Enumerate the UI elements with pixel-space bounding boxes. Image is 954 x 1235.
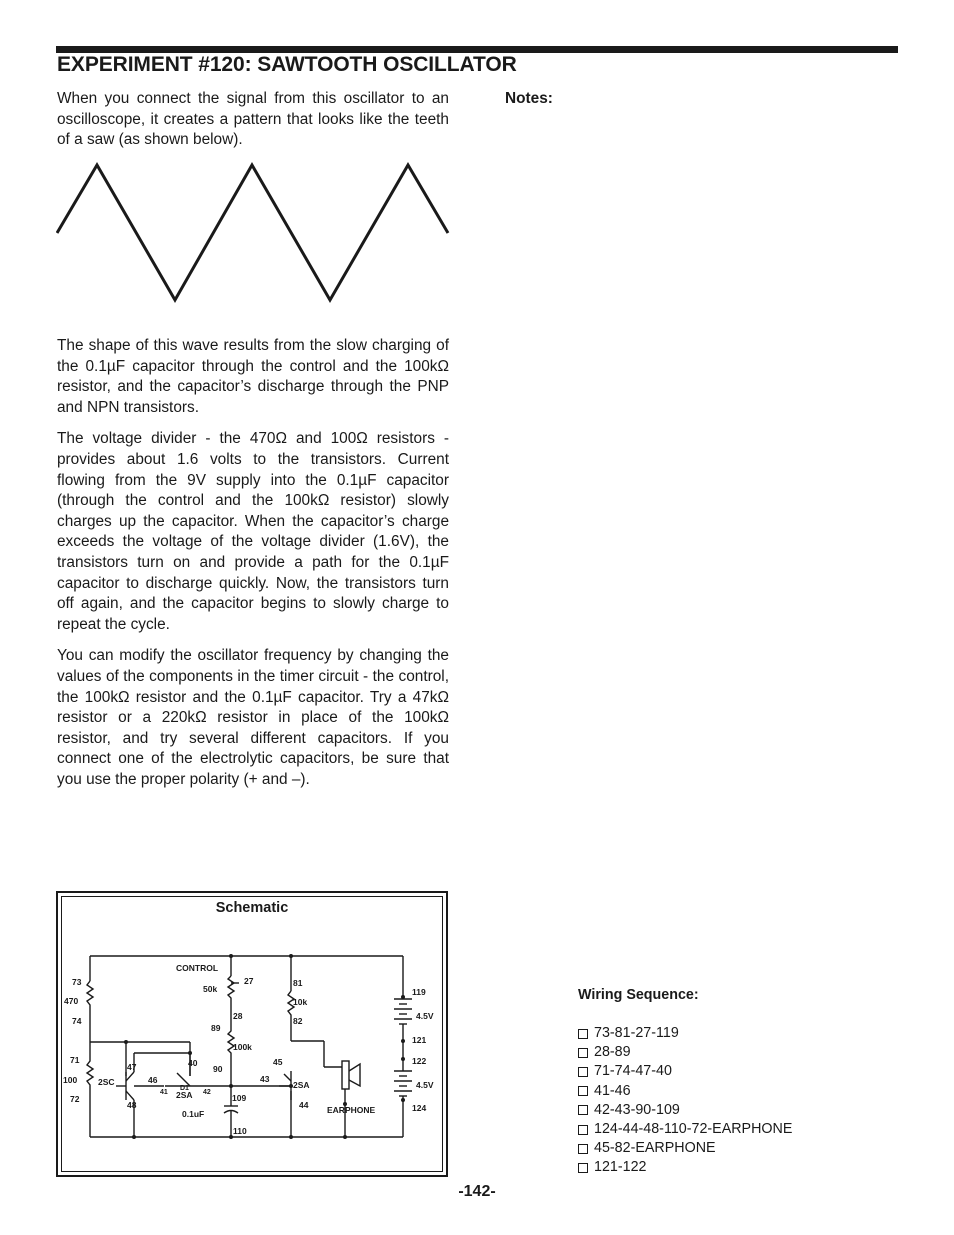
page-number: -142- <box>458 1183 496 1200</box>
label-cap-value: 0.1uF <box>182 1109 205 1119</box>
label-n28: 28 <box>233 1011 243 1021</box>
label-n124: 124 <box>412 1103 427 1113</box>
sawtooth-wave-figure <box>56 160 450 305</box>
label-n73: 73 <box>72 977 82 987</box>
checkbox-icon[interactable] <box>578 1086 588 1096</box>
label-n72: 72 <box>70 1094 80 1104</box>
checkbox-icon[interactable] <box>578 1048 588 1058</box>
top-rule <box>56 46 898 53</box>
label-n41: 41 <box>160 1089 168 1096</box>
wiring-item[interactable]: 73-81-27-119 <box>578 1024 792 1043</box>
page-title: EXPERIMENT #120: SAWTOOTH OSCILLATOR <box>57 53 517 76</box>
wiring-sequence <box>578 987 792 1178</box>
label-n46: 46 <box>148 1075 158 1085</box>
label-n48: 48 <box>127 1100 137 1110</box>
label-control: CONTROL <box>176 963 219 973</box>
wiring-item[interactable]: 45-82-EARPHONE <box>578 1139 792 1158</box>
label-2sa-1: 2SA <box>176 1090 193 1100</box>
label-v1: 4.5V <box>416 1011 434 1021</box>
paragraph-voltage-divider: The voltage divider - the 470Ω and 100Ω resistors - provides about 1.6 volts to the transistors. Current flowing from the 9V supply into the 0.1µF capacitor (through the control and the 100kΩ resistor) slowly charges up the capacitor. When the capacitor’s charge exceeds the voltage of the voltage divider (1.6V), the transistors turn on and provide a path for the 0.1µF capacitor to discharge quickly. Now, the transistors turn off again, and the capacitor begins to slowly charge to repeat the cycle. <box>57 430 449 633</box>
label-n89: 89 <box>211 1023 221 1033</box>
label-n122: 122 <box>412 1056 427 1066</box>
checkbox-icon[interactable] <box>578 1125 588 1135</box>
label-100: 100 <box>63 1075 78 1085</box>
label-n44: 44 <box>299 1100 309 1110</box>
label-n42: 42 <box>203 1089 211 1096</box>
label-earphone: EARPHONE <box>327 1105 376 1115</box>
label-n109: 109 <box>232 1093 247 1103</box>
label-n45: 45 <box>273 1057 283 1067</box>
label-100k: 100k <box>233 1042 252 1052</box>
wiring-item[interactable]: 121-122 <box>578 1158 792 1177</box>
label-n27: 27 <box>244 976 254 986</box>
label-n43: 43 <box>260 1074 270 1084</box>
label-10k: 10k <box>293 997 308 1007</box>
wiring-item[interactable]: 28-89 <box>578 1043 792 1062</box>
body-text <box>57 336 449 790</box>
label-pot-value: 50k <box>203 984 218 994</box>
wiring-item[interactable]: 124-44-48-110-72-EARPHONE <box>578 1120 792 1139</box>
label-n40: 40 <box>188 1058 198 1068</box>
schematic-diagram <box>56 891 448 1177</box>
label-n74: 74 <box>72 1016 82 1026</box>
label-n81: 81 <box>293 978 303 988</box>
label-2sc: 2SC <box>98 1077 115 1087</box>
sawtooth-waveform <box>57 165 448 300</box>
wiring-list <box>578 1024 792 1178</box>
schematic-title: Schematic <box>215 900 289 916</box>
notes-label: Notes: <box>505 90 553 107</box>
label-d1: D1 <box>180 1085 189 1092</box>
wiring-title: Wiring Sequence: <box>578 987 699 1003</box>
intro-paragraph: When you connect the signal from this oscillator to an oscilloscope, it creates a pattern that looks like the teeth of a saw (as shown below). <box>57 90 449 149</box>
label-n119: 119 <box>412 987 426 997</box>
intro-text <box>57 89 449 151</box>
label-n47: 47 <box>127 1062 137 1072</box>
paragraph-modify-frequency: You can modify the oscillator frequency by changing the values of the components in the timer circuit - the control, the 100kΩ resistor and the 0.1µF capacitor. Try a 47kΩ resistor or a 220kΩ resistor in place of the 100kΩ resistor, and try several different capacitors. If you connect one of the electrolytic capacitors, be sure that you use the proper polarity (+ and –). <box>57 647 449 788</box>
checkbox-icon[interactable] <box>578 1029 588 1039</box>
label-n82: 82 <box>293 1016 303 1026</box>
wiring-item[interactable]: 41-46 <box>578 1082 792 1101</box>
label-470: 470 <box>64 996 79 1006</box>
wiring-item[interactable]: 71-74-47-40 <box>578 1062 792 1081</box>
checkbox-icon[interactable] <box>578 1067 588 1077</box>
checkbox-icon[interactable] <box>578 1105 588 1115</box>
label-v2: 4.5V <box>416 1080 434 1090</box>
wiring-item[interactable]: 42-43-90-109 <box>578 1101 792 1120</box>
label-n90: 90 <box>213 1064 223 1074</box>
checkbox-icon[interactable] <box>578 1163 588 1173</box>
checkbox-icon[interactable] <box>578 1144 588 1154</box>
paragraph-wave-shape: The shape of this wave results from the slow charging of the 0.1µF capacitor through the control and the 100kΩ resistor, and the capacitor’s discharge through the PNP and NPN transistors. <box>57 337 449 416</box>
label-n121: 121 <box>412 1035 427 1045</box>
label-n110: 110 <box>233 1126 247 1136</box>
label-2sa-2: 2SA <box>293 1080 310 1090</box>
label-n71: 71 <box>70 1055 80 1065</box>
